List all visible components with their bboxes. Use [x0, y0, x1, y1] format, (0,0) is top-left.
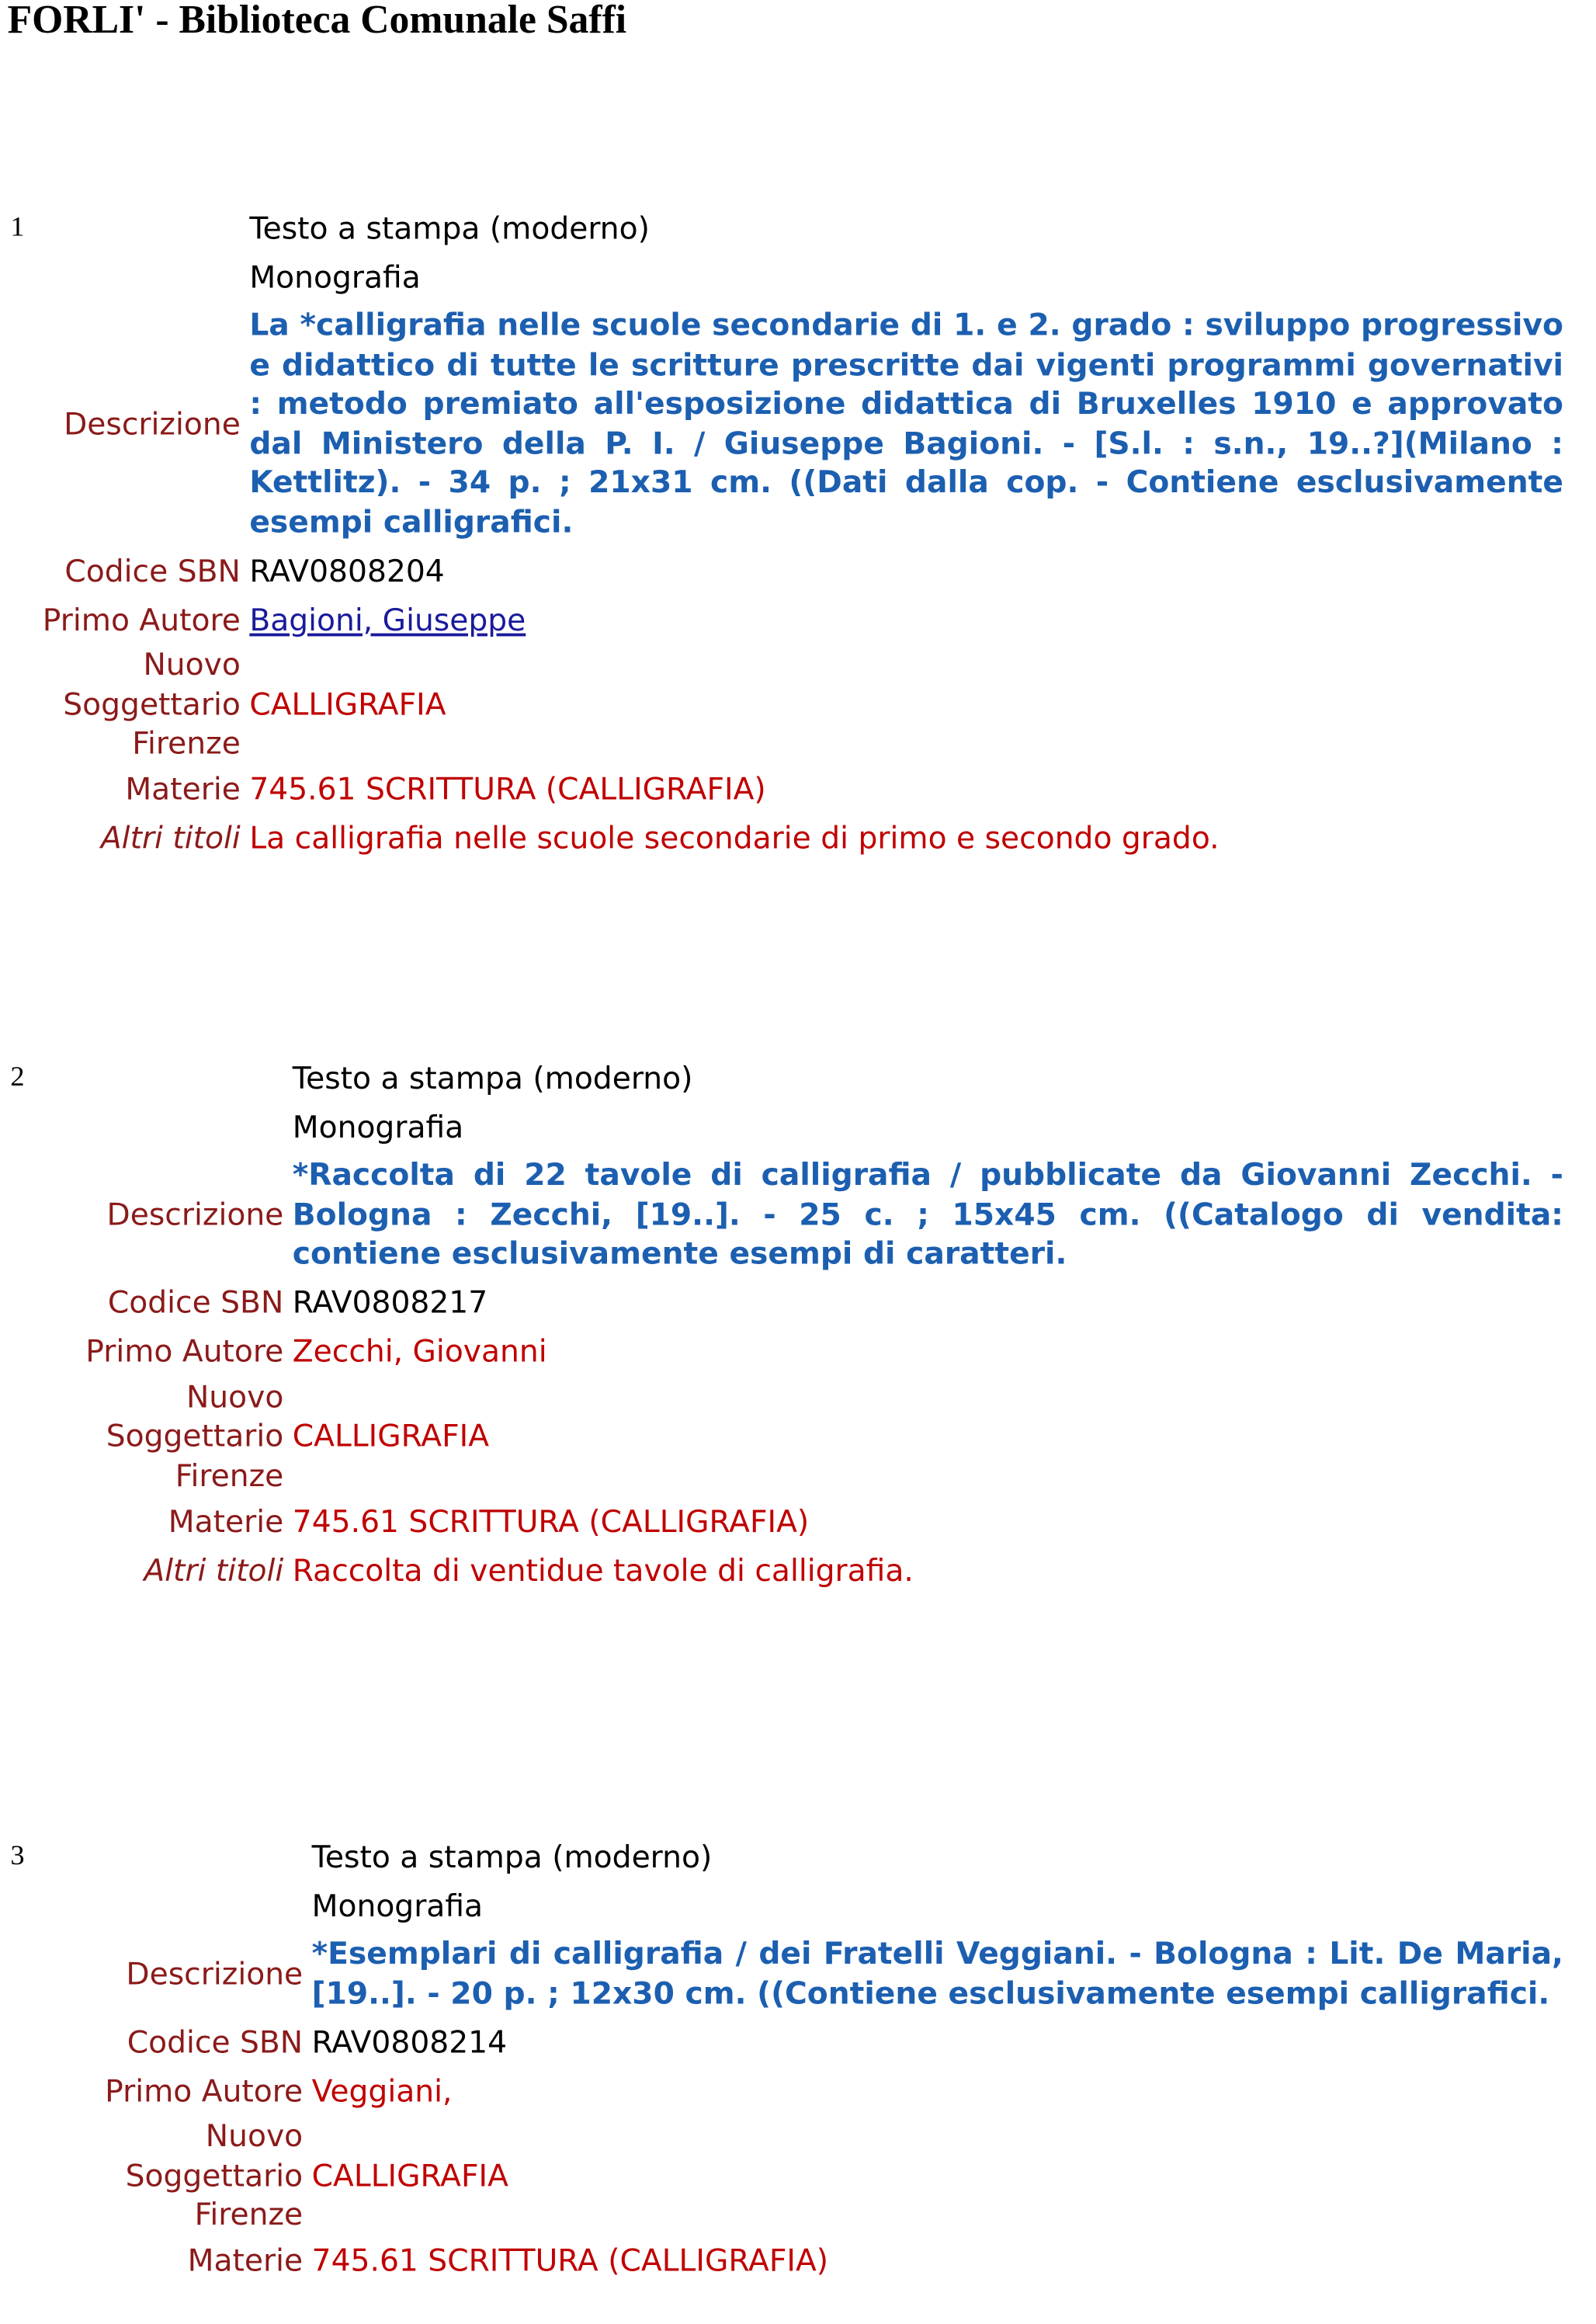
label-altri-titoli: Altri titoli — [100, 820, 241, 856]
row-livello — [82, 1881, 1563, 1930]
record-classification: 745.61 SCRITTURA (CALLIGRAFIA) — [249, 771, 766, 808]
row-primo-autore — [21, 595, 1563, 644]
row-codice-sbn — [62, 1278, 1563, 1327]
record-number: 1 — [10, 212, 25, 244]
row-materie — [82, 2235, 1563, 2284]
record-classification: 745.61 SCRITTURA (CALLIGRAFIA) — [311, 2242, 829, 2278]
record-type: Testo a stampa (moderno) — [249, 210, 650, 246]
page-title: FORLI' - Biblioteca Comunale Saffi — [7, 0, 627, 42]
row-soggettario — [82, 2115, 1563, 2236]
record-number: 3 — [10, 1840, 25, 1872]
record-table — [62, 1053, 1563, 1594]
record-level: Monografia — [292, 1108, 464, 1145]
row-soggettario — [62, 1376, 1563, 1497]
row-codice-sbn — [82, 2017, 1563, 2066]
label-primo-autore: Primo Autore — [85, 1333, 284, 1370]
row-tipo — [82, 1832, 1563, 1881]
label-primo-autore: Primo Autore — [42, 601, 241, 637]
row-primo-autore — [62, 1327, 1563, 1376]
record-subject: CALLIGRAFIA — [249, 686, 446, 722]
row-tipo — [21, 203, 1563, 252]
row-codice-sbn — [21, 546, 1563, 595]
record-description: *Esemplari di calligrafia / dei Fratelli Veggiani. - Bologna : Lit. De Maria, [19..]. - 20 p. ; 12x30 cm. ((Contiene esclusivamente esempi calligrafici. — [311, 1935, 1563, 2011]
label-materie: Materie — [125, 771, 241, 808]
row-descrizione — [82, 1930, 1563, 2017]
record-other-titles: La calligrafia nelle scuole secondarie di primo e secondo grado. — [249, 820, 1220, 856]
record-number: 2 — [10, 1061, 25, 1093]
record-table — [21, 203, 1563, 863]
row-materie — [62, 1496, 1563, 1545]
label-soggettario: Nuovo Soggettario Firenze — [63, 646, 241, 761]
row-livello — [62, 1102, 1563, 1151]
row-primo-autore — [82, 2066, 1563, 2115]
record-author: Zecchi, Giovanni — [292, 1333, 547, 1370]
record-author: Veggiani, — [311, 2072, 453, 2109]
record-type: Testo a stampa (moderno) — [292, 1059, 693, 1096]
row-soggettario — [21, 644, 1563, 765]
record-level: Monografia — [249, 259, 421, 295]
row-tipo — [62, 1053, 1563, 1102]
row-livello — [21, 252, 1563, 301]
label-descrizione: Descrizione — [126, 1955, 304, 1992]
record-sbn-code: RAV0808204 — [249, 552, 445, 589]
record-classification: 745.61 SCRITTURA (CALLIGRAFIA) — [292, 1502, 810, 1539]
row-descrizione — [62, 1151, 1563, 1277]
label-descrizione: Descrizione — [64, 405, 241, 442]
row-materie — [21, 765, 1563, 814]
label-codice-sbn: Codice SBN — [127, 2024, 304, 2060]
label-codice-sbn: Codice SBN — [107, 1284, 284, 1320]
row-descrizione — [21, 301, 1563, 546]
label-materie: Materie — [168, 1502, 284, 1539]
record-type: Testo a stampa (moderno) — [311, 1838, 713, 1874]
record-level: Monografia — [311, 1887, 484, 1923]
label-descrizione: Descrizione — [106, 1196, 284, 1232]
record-subject: CALLIGRAFIA — [292, 1418, 490, 1454]
record-table — [82, 1832, 1563, 2285]
label-soggettario: Nuovo Soggettario Firenze — [106, 1378, 284, 1493]
label-primo-autore: Primo Autore — [105, 2072, 304, 2109]
record-description: *Raccolta di 22 tavole di calligrafia / pubblicate da Giovanni Zecchi. - Bologna : Zecchi, [19..]. - 25 c. ; 15x45 cm. ((Catalogo di vendita: contiene esclusivamente esempi di caratteri. — [292, 1156, 1563, 1271]
label-codice-sbn: Codice SBN — [64, 552, 241, 589]
row-altri-titoli — [21, 814, 1563, 863]
record-subject: CALLIGRAFIA — [311, 2157, 508, 2194]
author-link[interactable]: Bagioni, Giuseppe — [249, 601, 526, 637]
label-altri-titoli: Altri titoli — [144, 1551, 284, 1588]
label-soggettario: Nuovo Soggettario Firenze — [125, 2117, 304, 2232]
label-materie: Materie — [187, 2242, 304, 2278]
record-sbn-code: RAV0808214 — [311, 2024, 508, 2060]
record-description: La *calligrafia nelle scuole secondarie di 1. e 2. grado : sviluppo progressivo e didattico di tutte le scritture prescritte dai vigenti programmi governativi : metodo premiato all'esposizione didattica di Bruxelles 1910 e approvato dal Ministero della P. I. / Giuseppe Bagioni. - [S.l. : s.n., 19..?](Milano : Kettlitz). - 34 p. ; 21x31 cm. ((Dati dalla cop. - Contiene esclusivamente esempi calligrafici. — [249, 307, 1563, 540]
record-other-titles: Raccolta di ventidue tavole di calligrafia. — [292, 1551, 914, 1588]
row-altri-titoli — [62, 1545, 1563, 1594]
record-sbn-code: RAV0808217 — [292, 1284, 488, 1320]
